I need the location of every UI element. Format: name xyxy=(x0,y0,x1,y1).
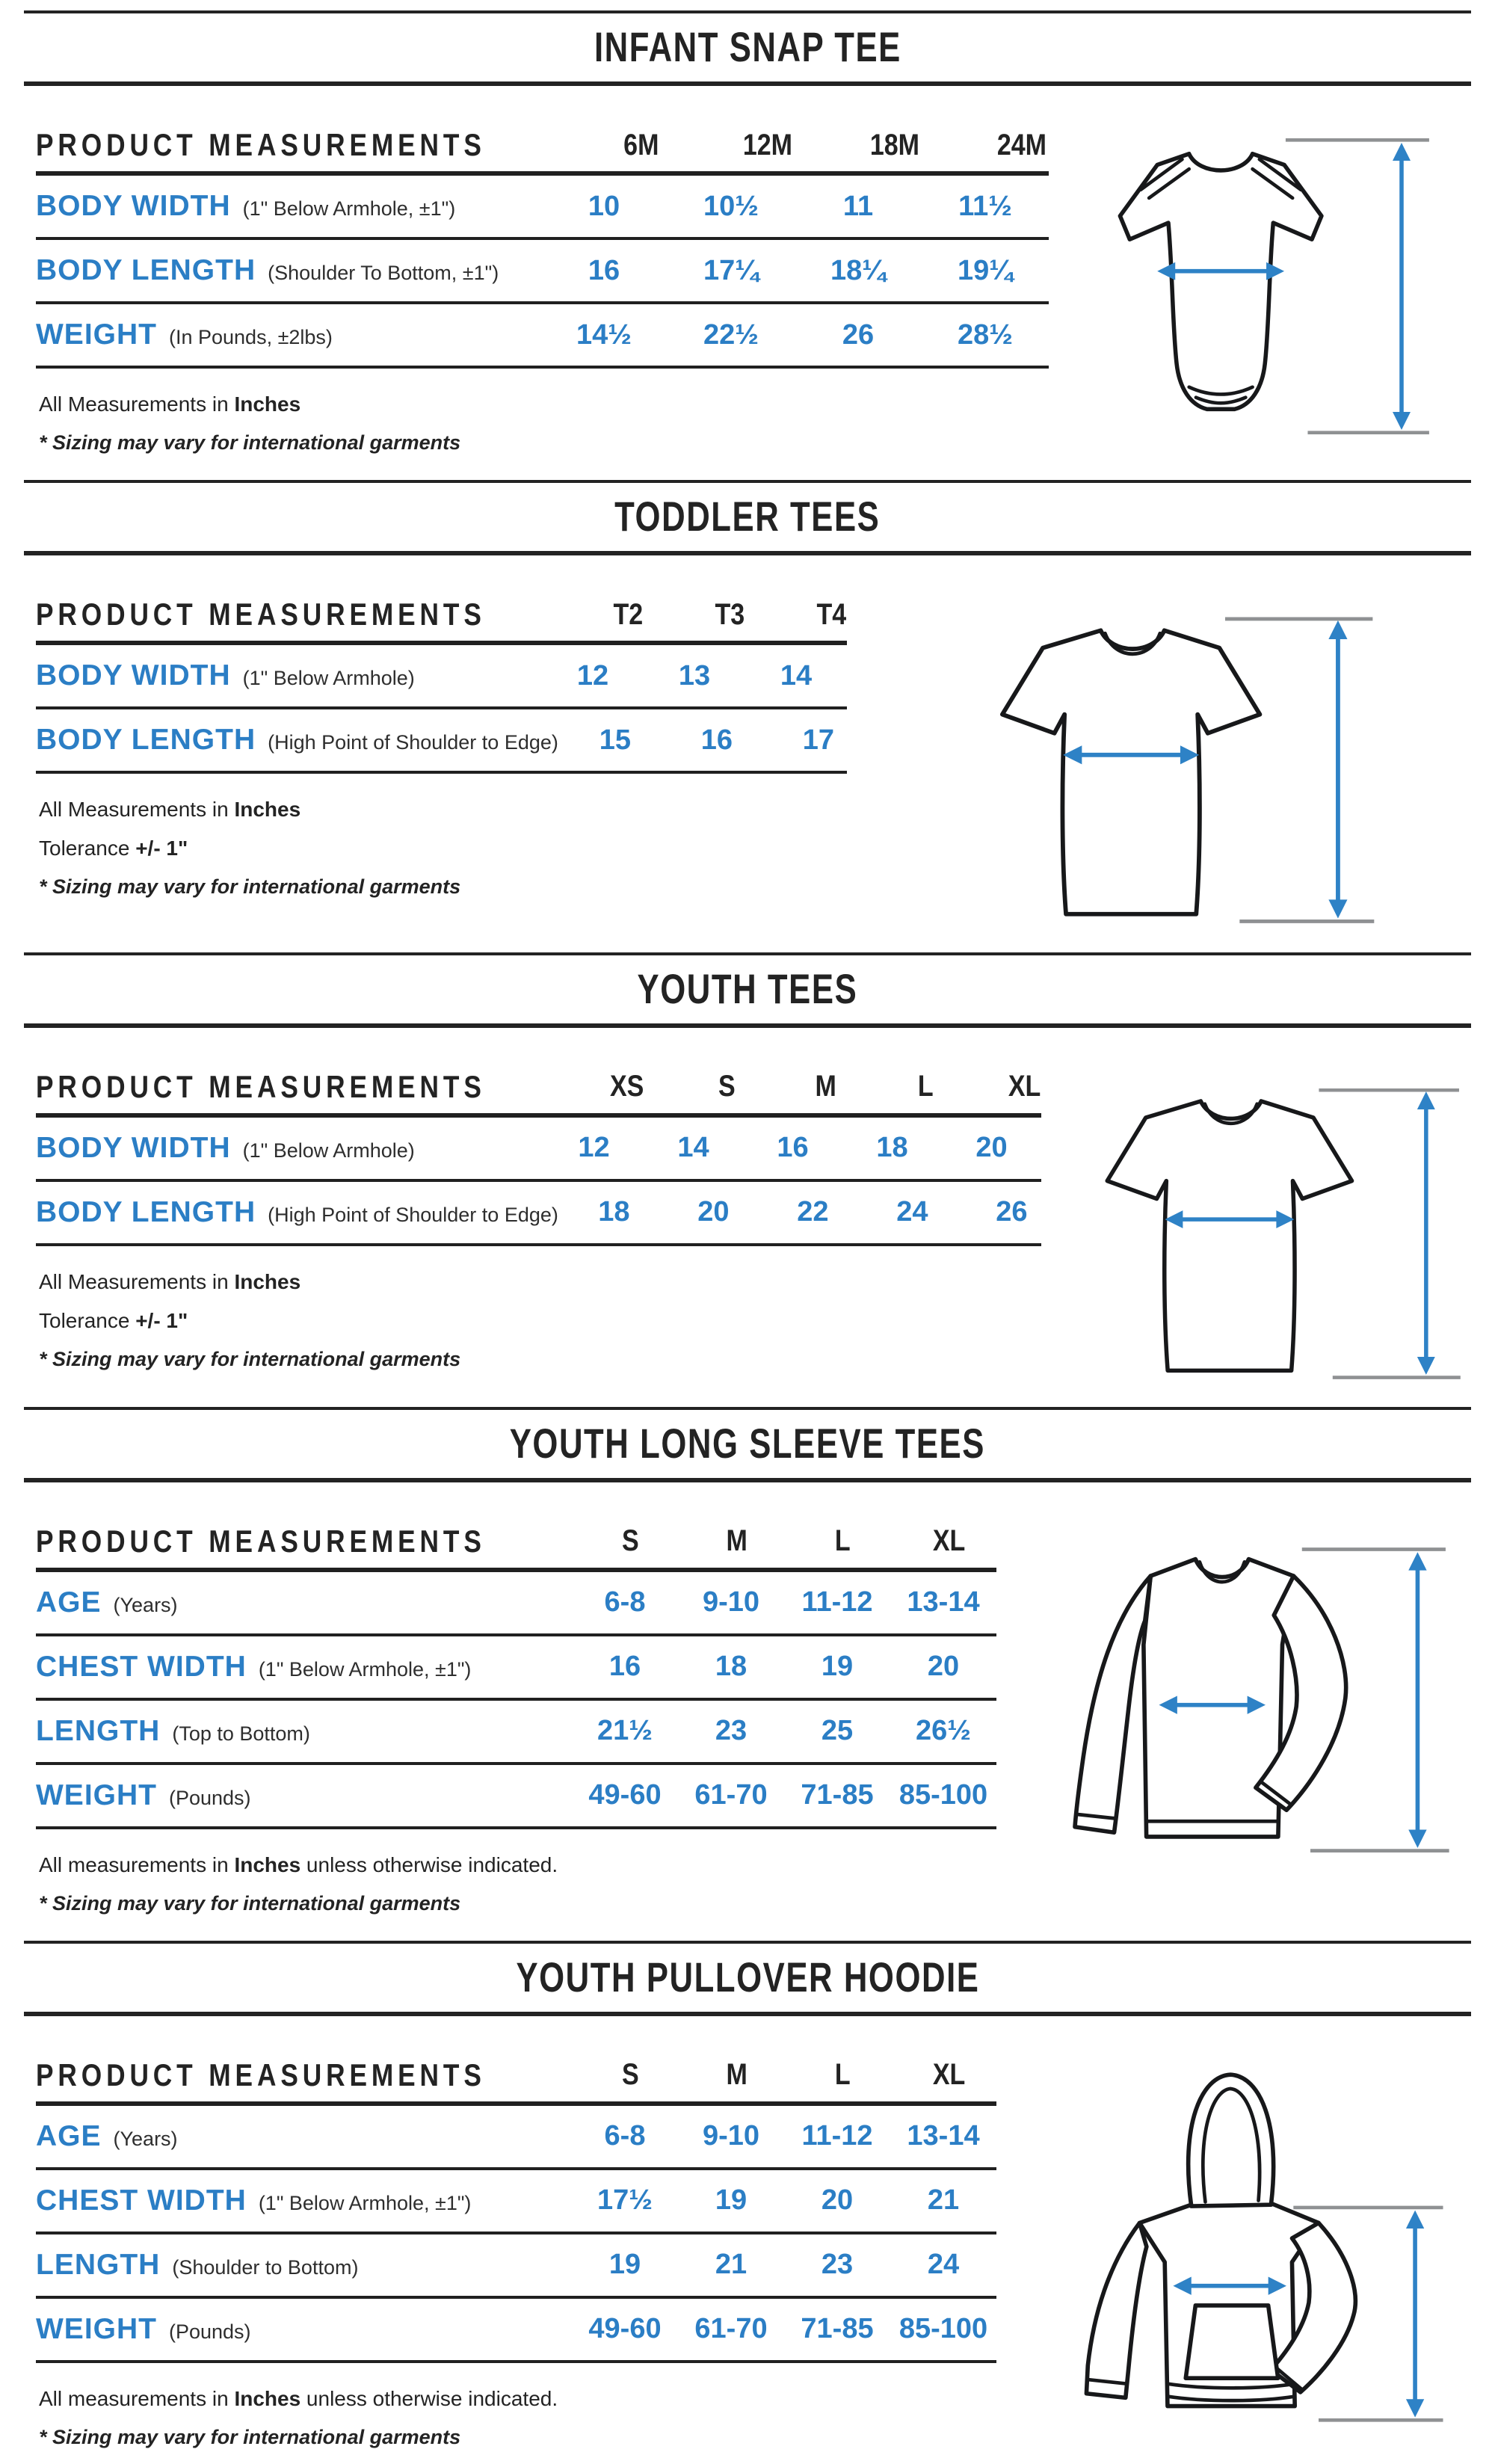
toddler-tee-diagram xyxy=(933,594,1381,942)
column-header: L xyxy=(917,1070,934,1103)
footnotes xyxy=(36,1853,996,1915)
value-cell: 19 xyxy=(608,2249,641,2281)
row-note: (1" Below Armhole) xyxy=(242,667,415,689)
footnote-measurements: All Measurements in Inches xyxy=(39,798,301,821)
row-note: (Pounds) xyxy=(168,2320,251,2343)
section-title: YOUTH LONG SLEEVE TEES xyxy=(509,1419,986,1467)
column-header: 12M xyxy=(743,128,793,161)
footnote-tolerance: Tolerance +/- 1" xyxy=(39,837,188,860)
value-cell: 24 xyxy=(927,2249,960,2281)
table-row xyxy=(36,1118,1041,1182)
value-cell: 18 xyxy=(715,1651,748,1683)
infant-bodysuit-diagram xyxy=(1079,125,1437,449)
section-toddler-tees xyxy=(0,469,1495,942)
footnotes xyxy=(36,1270,1041,1371)
row-note: (1" Below Armhole, ±1") xyxy=(242,197,456,220)
section-title-bar xyxy=(24,0,1471,86)
column-header: L xyxy=(834,2058,851,2092)
garment-figure xyxy=(996,1515,1467,1930)
footnote-measurements: All measurements in Inches unless otherwise indicated. xyxy=(39,2386,558,2410)
column-header: M xyxy=(726,1524,748,1558)
value-cell: 14 xyxy=(677,1132,709,1164)
value-cell: 20 xyxy=(927,1651,960,1683)
length-arrow xyxy=(1417,1091,1435,1375)
measurements-table xyxy=(36,588,847,774)
value-cell: 17½ xyxy=(597,2184,653,2217)
garment-figure xyxy=(1041,1061,1467,1396)
table-row xyxy=(36,1701,996,1765)
row-note: (Shoulder To Bottom, ±1") xyxy=(268,262,499,284)
value-cell: 18¼ xyxy=(830,254,886,286)
value-cell: 10½ xyxy=(703,190,759,222)
value-cell: 13 xyxy=(678,659,711,692)
row-label: WEIGHT xyxy=(36,318,157,351)
value-cell: 16 xyxy=(608,1651,641,1683)
value-cell: 26½ xyxy=(916,1715,971,1747)
value-cell: 24 xyxy=(896,1196,928,1228)
row-label: BODY WIDTH xyxy=(36,190,231,222)
value-cell: 12 xyxy=(578,1132,610,1164)
row-label: BODY WIDTH xyxy=(36,1131,231,1164)
footnote-measurements: All Measurements in Inches xyxy=(39,392,301,416)
measurements-table xyxy=(36,2049,996,2363)
footnote-sizing: * Sizing may vary for international garments xyxy=(39,431,461,454)
table-header-row xyxy=(36,1515,996,1572)
value-cell: 9-10 xyxy=(702,1586,760,1618)
footnote-measurements: All measurements in Inches unless otherwise indicated. xyxy=(39,1852,558,1876)
value-cell: 9-10 xyxy=(702,2120,760,2152)
footnotes xyxy=(36,2387,996,2449)
measurements-table xyxy=(36,1515,996,1829)
table-header-row xyxy=(36,1061,1041,1118)
column-header: XL xyxy=(932,1524,966,1558)
section-youth-pullover-hoodie xyxy=(0,1930,1495,2464)
value-cell: 49-60 xyxy=(588,1779,662,1811)
value-cell: 11-12 xyxy=(801,2120,873,2152)
section-youth-long-sleeve-tees xyxy=(0,1396,1495,1930)
column-header: M xyxy=(815,1070,837,1103)
value-cell: 21½ xyxy=(597,1715,653,1747)
left-sleeve xyxy=(1075,1576,1150,1832)
value-cell: 21 xyxy=(927,2184,960,2217)
row-label: WEIGHT xyxy=(36,1778,157,1811)
table-row xyxy=(36,709,847,774)
value-cell: 10 xyxy=(588,190,620,222)
youth-tee-diagram xyxy=(1041,1067,1467,1396)
value-cell: 61-70 xyxy=(694,1779,768,1811)
table-header: PRODUCT MEASUREMENTS xyxy=(36,127,486,162)
column-header: XL xyxy=(1008,1070,1041,1103)
value-cell: 49-60 xyxy=(588,2313,662,2345)
column-header: T3 xyxy=(715,597,745,631)
length-arrow xyxy=(1328,620,1347,919)
garment-outline xyxy=(1107,1100,1351,1370)
row-label: LENGTH xyxy=(36,2248,161,2281)
row-label: BODY WIDTH xyxy=(36,659,231,692)
value-cell: 19 xyxy=(821,1651,854,1683)
row-note: (High Point of Shoulder to Edge) xyxy=(268,1203,558,1226)
value-cell: 6-8 xyxy=(604,2120,646,2152)
column-header: T4 xyxy=(816,597,847,631)
value-cell: 11 xyxy=(842,190,874,222)
value-cell: 13-14 xyxy=(907,1586,980,1618)
row-note: (In Pounds, ±2lbs) xyxy=(168,326,333,348)
section-title-bar xyxy=(24,1396,1471,1482)
table-header: PRODUCT MEASUREMENTS xyxy=(36,597,486,632)
column-header: 6M xyxy=(623,128,659,161)
table-header-row xyxy=(36,2049,996,2106)
value-cell: 13-14 xyxy=(907,2120,980,2152)
section-title-bar xyxy=(24,469,1471,555)
value-cell: 11½ xyxy=(958,190,1012,222)
value-cell: 16 xyxy=(588,254,620,286)
row-note: (High Point of Shoulder to Edge) xyxy=(268,731,558,754)
row-label: BODY LENGTH xyxy=(36,1195,256,1228)
column-header: S xyxy=(622,2058,639,2092)
footnote-sizing: * Sizing may vary for international garments xyxy=(39,2425,461,2448)
row-note: (1" Below Armhole, ±1") xyxy=(258,2191,472,2214)
table-row xyxy=(36,176,1049,240)
value-cell: 71-85 xyxy=(801,2313,874,2345)
table-row xyxy=(36,1765,996,1829)
long-sleeve-tee-diagram xyxy=(1008,1521,1456,1879)
length-arrow xyxy=(1392,143,1410,430)
column-header: 24M xyxy=(997,128,1047,161)
column-header: S xyxy=(622,1524,639,1558)
value-cell: 20 xyxy=(821,2184,854,2217)
table-header: PRODUCT MEASUREMENTS xyxy=(36,1523,486,1559)
value-cell: 85-100 xyxy=(898,2313,988,2345)
footnotes xyxy=(36,392,1049,455)
row-label: CHEST WIDTH xyxy=(36,1650,247,1683)
table-row xyxy=(36,2299,996,2363)
garment-figure xyxy=(1049,119,1467,469)
value-cell: 18 xyxy=(598,1196,630,1228)
table-row xyxy=(36,1572,996,1636)
row-note: (1" Below Armhole) xyxy=(242,1139,415,1162)
table-header: PRODUCT MEASUREMENTS xyxy=(36,2057,486,2092)
value-cell: 23 xyxy=(715,1715,748,1747)
table-header-row xyxy=(36,588,847,645)
table-header: PRODUCT MEASUREMENTS xyxy=(36,1068,486,1104)
row-label: WEIGHT xyxy=(36,2312,157,2345)
row-label: LENGTH xyxy=(36,1714,161,1747)
row-note: (Years) xyxy=(113,1593,178,1616)
column-header: L xyxy=(834,1524,851,1558)
table-row xyxy=(36,304,1049,369)
section-youth-tees xyxy=(0,942,1495,1396)
row-note: (1" Below Armhole, ±1") xyxy=(258,1657,472,1681)
value-cell: 22 xyxy=(797,1196,829,1228)
column-header: 18M xyxy=(870,128,920,161)
garment-outline xyxy=(1120,154,1322,410)
value-cell: 19¼ xyxy=(958,254,1013,286)
section-title: TODDLER TEES xyxy=(614,493,881,540)
row-label: BODY LENGTH xyxy=(36,724,256,756)
table-row xyxy=(36,2234,996,2299)
row-note: (Top to Bottom) xyxy=(172,1722,310,1745)
value-cell: 15 xyxy=(599,724,632,756)
value-cell: 61-70 xyxy=(694,2313,768,2345)
length-arrow xyxy=(1408,1552,1426,1848)
column-header: S xyxy=(718,1070,736,1103)
value-cell: 19 xyxy=(715,2184,748,2217)
length-arrow xyxy=(1405,2210,1423,2417)
row-label: AGE xyxy=(36,1586,102,1618)
value-cell: 25 xyxy=(821,1715,854,1747)
value-cell: 28½ xyxy=(958,318,1013,351)
value-cell: 71-85 xyxy=(801,1779,874,1811)
column-header: XL xyxy=(932,2058,966,2092)
garment-outline xyxy=(1002,630,1260,914)
measurements-table xyxy=(36,1061,1041,1246)
value-cell: 20 xyxy=(975,1132,1008,1164)
section-title: YOUTH PULLOVER HOODIE xyxy=(515,1953,980,2001)
footnote-measurements: All Measurements in Inches xyxy=(39,1269,301,1293)
value-cell: 85-100 xyxy=(898,1779,988,1811)
value-cell: 14½ xyxy=(576,318,632,351)
row-label: BODY LENGTH xyxy=(36,254,256,286)
section-title: INFANT SNAP TEE xyxy=(594,23,901,70)
value-cell: 16 xyxy=(777,1132,809,1164)
garment-figure xyxy=(847,588,1467,942)
footnote-sizing: * Sizing may vary for international garments xyxy=(39,1347,461,1370)
footnote-sizing: * Sizing may vary for international garments xyxy=(39,1891,461,1915)
footnote-tolerance: Tolerance +/- 1" xyxy=(39,1308,188,1332)
table-row xyxy=(36,1636,996,1701)
left-sleeve xyxy=(1086,2223,1146,2397)
pullover-hoodie-diagram xyxy=(1015,2055,1449,2447)
table-row xyxy=(36,240,1049,304)
section-title: YOUTH TEES xyxy=(637,964,858,1012)
value-cell: 26 xyxy=(996,1196,1028,1228)
table-row xyxy=(36,1182,1041,1246)
row-label: AGE xyxy=(36,2119,102,2152)
value-cell: 14 xyxy=(780,659,813,692)
row-note: (Pounds) xyxy=(168,1786,251,1809)
table-header-row xyxy=(36,119,1049,176)
value-cell: 23 xyxy=(821,2249,854,2281)
table-row xyxy=(36,2106,996,2170)
section-infant-snap-tee xyxy=(0,0,1495,469)
column-header: T2 xyxy=(613,597,644,631)
section-title-bar xyxy=(24,942,1471,1028)
value-cell: 17 xyxy=(802,724,835,756)
value-cell: 12 xyxy=(576,659,609,692)
value-cell: 21 xyxy=(715,2249,748,2281)
column-header: XS xyxy=(610,1070,644,1103)
footnotes xyxy=(36,798,847,899)
measurements-table xyxy=(36,119,1049,369)
kangaroo-pocket xyxy=(1186,2306,1277,2378)
value-cell: 26 xyxy=(842,318,875,351)
row-note: (Years) xyxy=(113,2127,178,2150)
column-header: M xyxy=(726,2058,748,2092)
table-row xyxy=(36,645,847,709)
value-cell: 17¼ xyxy=(703,254,759,286)
row-label: CHEST WIDTH xyxy=(36,2184,247,2217)
garment-figure xyxy=(996,2049,1467,2464)
row-note: (Shoulder to Bottom) xyxy=(172,2255,359,2279)
value-cell: 22½ xyxy=(703,318,759,351)
table-row xyxy=(36,2170,996,2234)
value-cell: 20 xyxy=(697,1196,730,1228)
value-cell: 18 xyxy=(876,1132,908,1164)
footnote-sizing: * Sizing may vary for international garments xyxy=(39,875,461,898)
value-cell: 6-8 xyxy=(604,1586,646,1618)
value-cell: 16 xyxy=(700,724,733,756)
section-title-bar xyxy=(24,1930,1471,2016)
value-cell: 11-12 xyxy=(801,1586,873,1618)
